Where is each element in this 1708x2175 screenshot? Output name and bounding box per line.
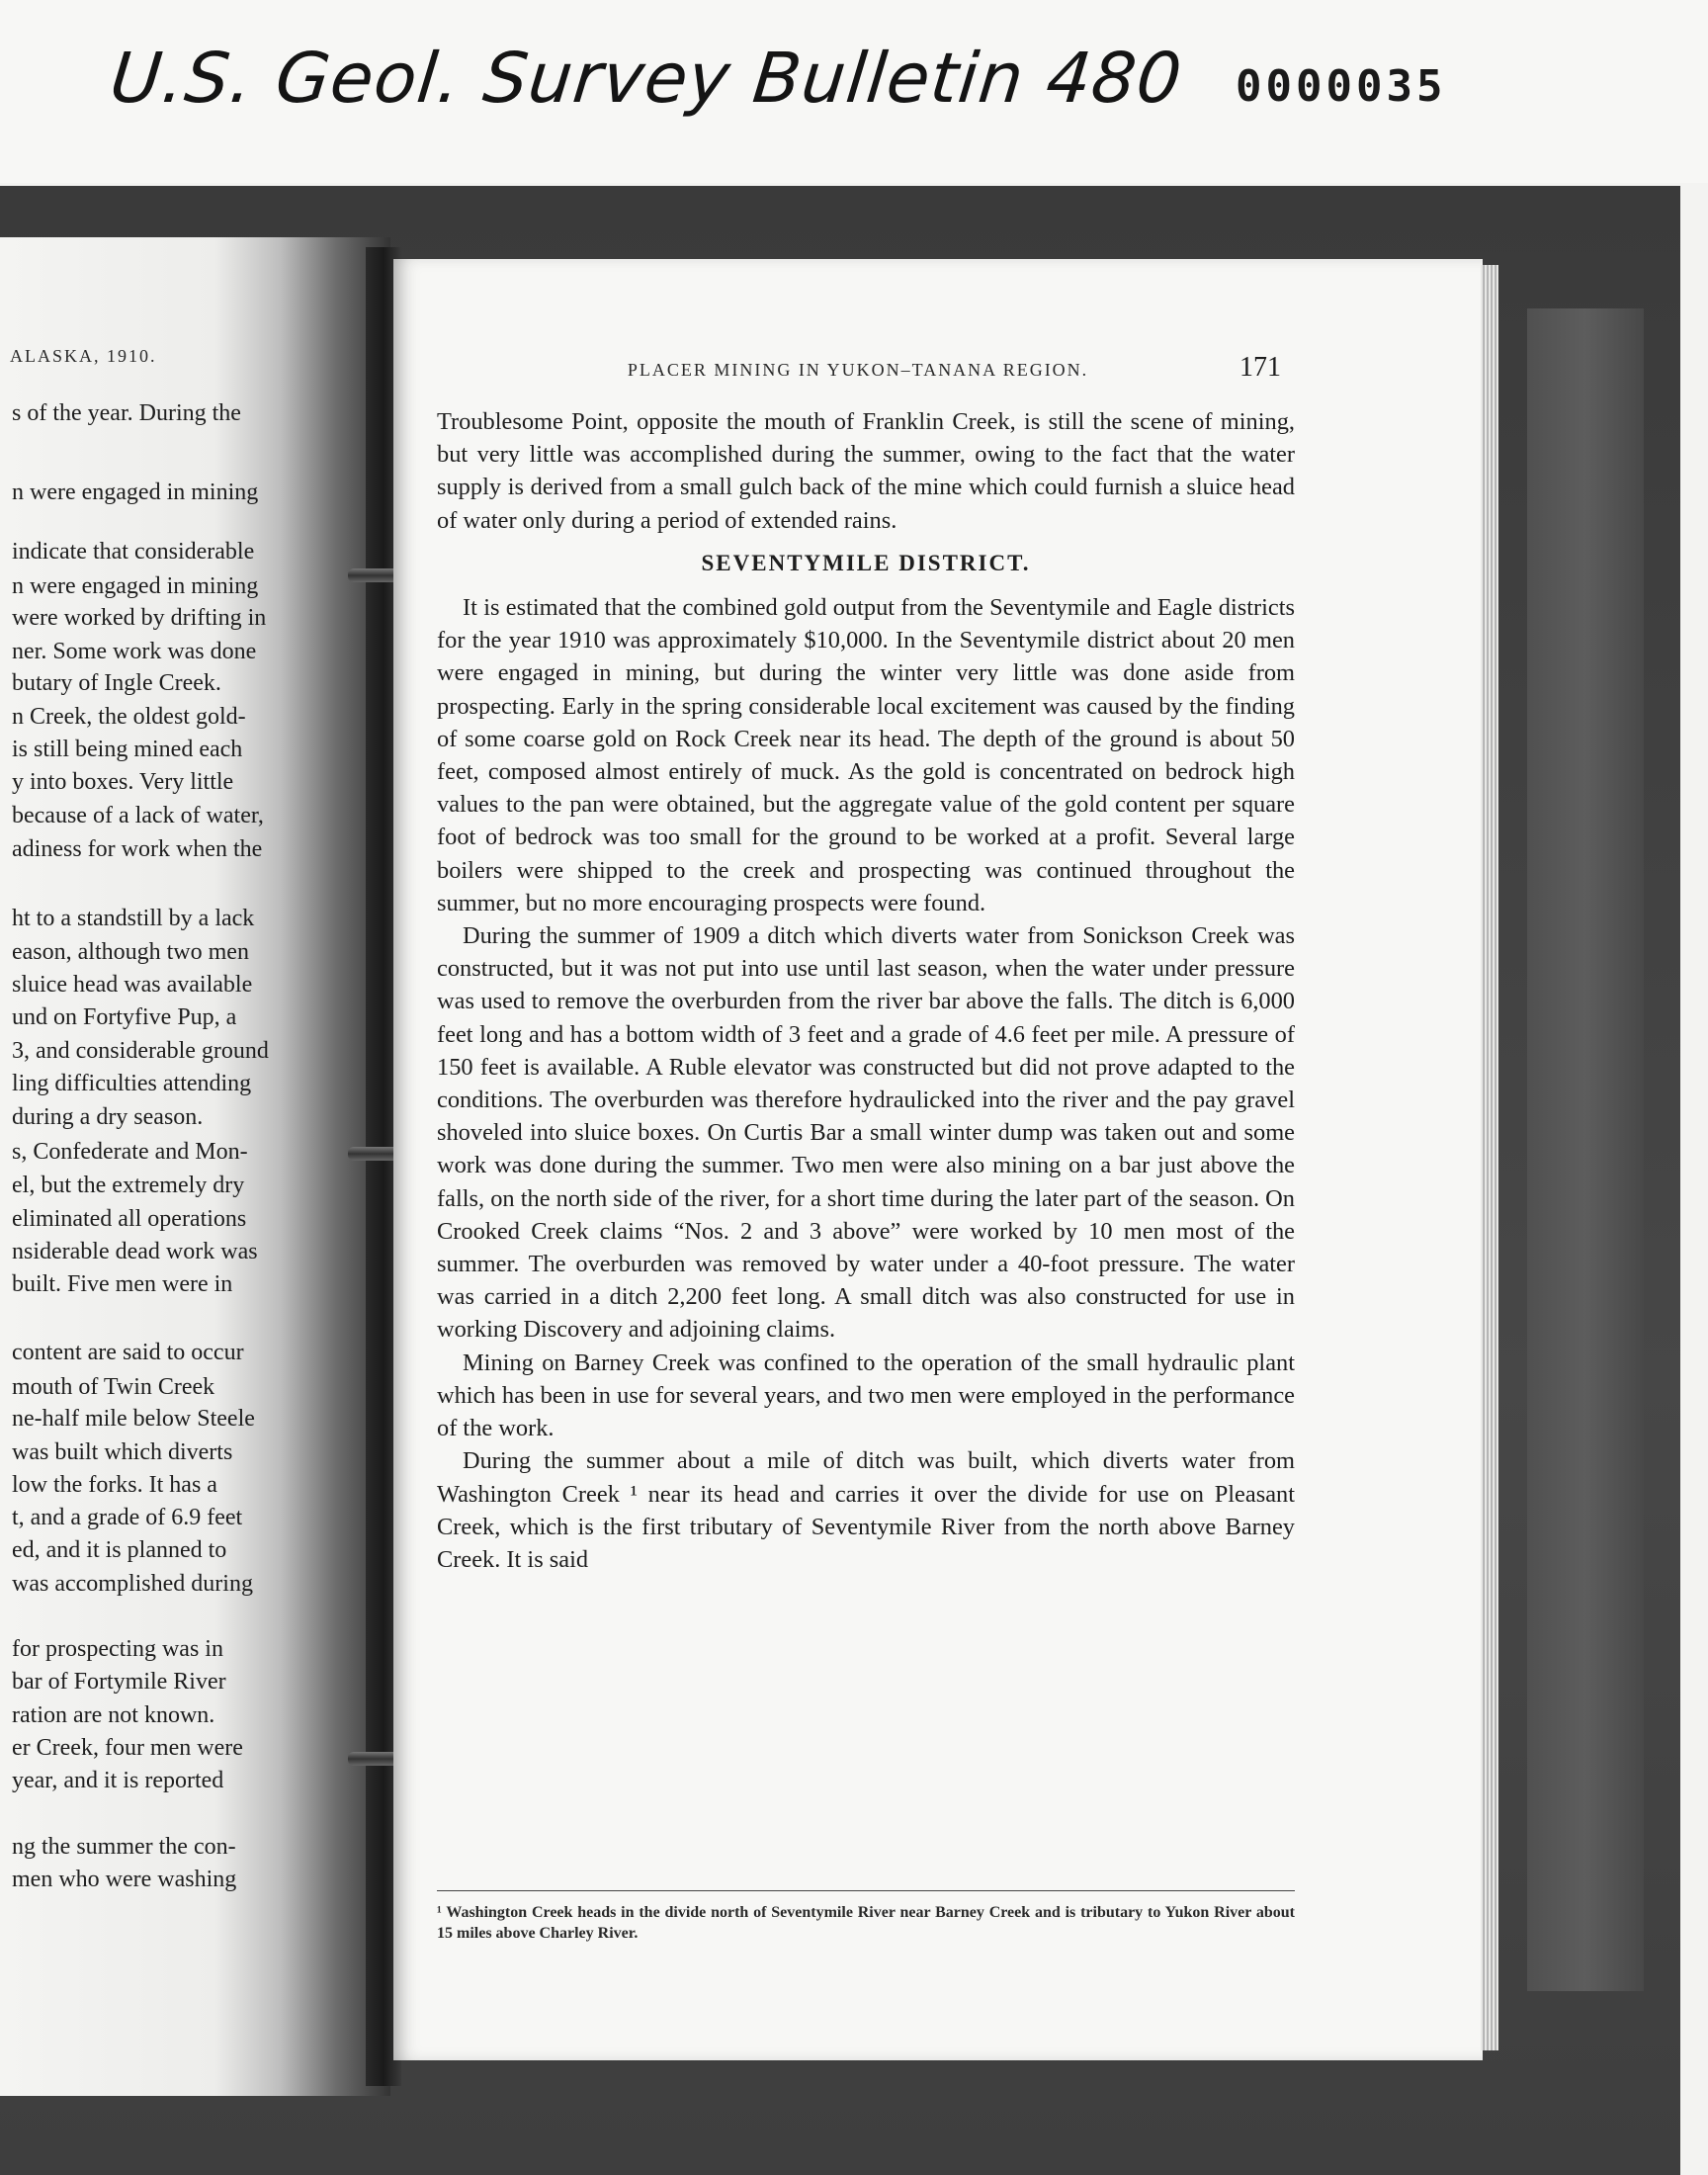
left-page-line: n were engaged in mining (12, 479, 259, 505)
left-page-line: nsiderable dead work was (12, 1239, 258, 1264)
left-page-line: und on Fortyfive Pup, a (12, 1004, 237, 1030)
left-page-line: ner. Some work was done (12, 639, 257, 664)
left-page-line: eliminated all operations (12, 1206, 247, 1232)
left-page-line: s, Confederate and Mon- (12, 1139, 248, 1165)
left-page-line: n were engaged in mining (12, 573, 259, 599)
left-page-line: mouth of Twin Creek (12, 1374, 215, 1400)
left-page-line: ng the summer the con- (12, 1834, 236, 1860)
catalog-stamp: 0000035 (1236, 61, 1447, 112)
left-page-line: ht to a standstill by a lack (12, 906, 255, 931)
left-page-line: s of the year. During the (12, 400, 241, 426)
left-page-line: low the forks. It has a (12, 1472, 217, 1498)
handwritten-label: U.S. Geol. Survey Bulletin 480 (106, 38, 1187, 119)
right-page (393, 259, 1483, 2060)
left-page-line: adiness for work when the (12, 836, 263, 862)
left-page-line: was built which diverts (12, 1439, 233, 1465)
section-heading: SEVENTYMILE DISTRICT. (701, 550, 1031, 575)
left-page-line: was accomplished during (12, 1571, 253, 1597)
paragraph: During the summer about a mile of ditch was built, which diverts water from Washington Creek ¹ near its head and carries it over the divide for use on Pleasant Creek, which is the first tributary of Seventymile River from the north above Barney Creek. It is said (437, 1447, 1295, 1573)
label-strip (0, 0, 1708, 183)
left-page-line: butary of Ingle Creek. (12, 670, 221, 696)
left-page-line: is still being mined each (12, 737, 243, 762)
left-page-line: ration are not known. (12, 1702, 215, 1728)
left-page-line: n Creek, the oldest gold- (12, 704, 246, 730)
left-page-line: year, and it is reported (12, 1768, 224, 1793)
left-page-line: eason, although two men (12, 939, 249, 965)
left-page-line: sluice head was available (12, 972, 253, 998)
paragraph: Troublesome Point, opposite the mouth of Franklin Creek, is still the scene of mining, but very little was accomplished during the summer, owing to the fact that the water supply is derived from a small gulch back of the mine which could furnish a sluice head of water only during a period of extended rains. (437, 408, 1295, 534)
left-page-line: were worked by drifting in (12, 605, 267, 631)
left-page-line: indicate that considerable (12, 539, 255, 565)
left-page-line: ling difficulties attending (12, 1071, 252, 1096)
left-page-line: men who were washing (12, 1867, 237, 1892)
paragraph: During the summer of 1909 a ditch which diverts water from Sonickson Creek was constructed, but it was not put into use until last season, when the water under pressure was used to remove the overburden from the river bar above the falls. The ditch is 6,000 feet long and has a bottom width of 3 feet and a grade of 4.6 feet per mile. A pressure of 150 feet is available. A Ruble elevator was constructed but did not prove adapted to the conditions. The overburden was therefore hydraulicked into the river and the pay gravel shoveled into sluice boxes. On Curtis Bar a small winter dump was taken out and some work was done during the summer. Two men were also mining on a bar just above the falls, on the north side of the river, for a short time during the later part of the season. On Crooked Creek claims “Nos. 2 and 3 above” were worked by 10 men most of the summer. The overburden was removed by water under a 40-foot pressure. The water was carried in a ditch 2,200 feet long. A small ditch was also constructed for use in working Discovery and adjoining claims. (437, 922, 1295, 1344)
left-page-line: because of a lack of water, (12, 803, 264, 828)
left-page-line: el, but the extremely dry (12, 1173, 245, 1198)
page-number: 171 (1239, 352, 1281, 383)
left-page-line: built. Five men were in (12, 1271, 233, 1297)
left-page-line: content are said to occur (12, 1340, 244, 1365)
running-head: PLACER MINING IN YUKON–TANANA REGION. (627, 360, 1089, 380)
left-page-line: for prospecting was in (12, 1636, 223, 1662)
footnote-rule (437, 1890, 1295, 1891)
left-page-line: t, and a grade of 6.9 feet (12, 1505, 243, 1530)
left-page-line: bar of Fortymile River (12, 1669, 226, 1695)
left-page-line: 3, and considerable ground (12, 1038, 269, 1064)
left-page-line: ed, and it is planned to (12, 1537, 227, 1563)
left-page-line: ne-half mile below Steele (12, 1406, 255, 1432)
page-edges (1481, 265, 1498, 2050)
book-cover-edge (1527, 308, 1644, 1991)
page-body (437, 405, 1295, 1576)
paragraph: It is estimated that the combined gold output from the Seventymile and Eagle districts for the year 1910 was approximately $10,000. In the Seventymile district about 20 men were engaged in mining, but during the winter very little was done aside from prospecting. Early in the spring considerable local excitement was caused by the finding of some coarse gold on Rock Creek near its head. The depth of the ground is about 50 feet, composed almost entirely of muck. As the gold is concentrated on bedrock high values to the pan were obtained, but the aggregate value of the gold content per square foot of bedrock was too small for the ground to be worked at a profit. Several large boilers were shipped to the creek and prospecting was continued throughout the summer, but no more encouraging prospects were found. (437, 594, 1295, 916)
left-page-line: er Creek, four men were (12, 1735, 243, 1761)
left-page-line: during a dry season. (12, 1104, 204, 1130)
left-page-header: ALASKA, 1910. (10, 346, 157, 366)
left-page-line: y into boxes. Very little (12, 769, 234, 795)
left-page (0, 237, 390, 2096)
paragraph: Mining on Barney Creek was confined to the operation of the small hydraulic plant which has been in use for several years, and two men were employed in the performance of the work. (437, 1348, 1295, 1442)
footnote: ¹ Washington Creek heads in the divide north of Seventymile River near Barney Creek and is tributary to Yukon River about 15 miles above Charley River. (437, 1904, 1295, 1942)
